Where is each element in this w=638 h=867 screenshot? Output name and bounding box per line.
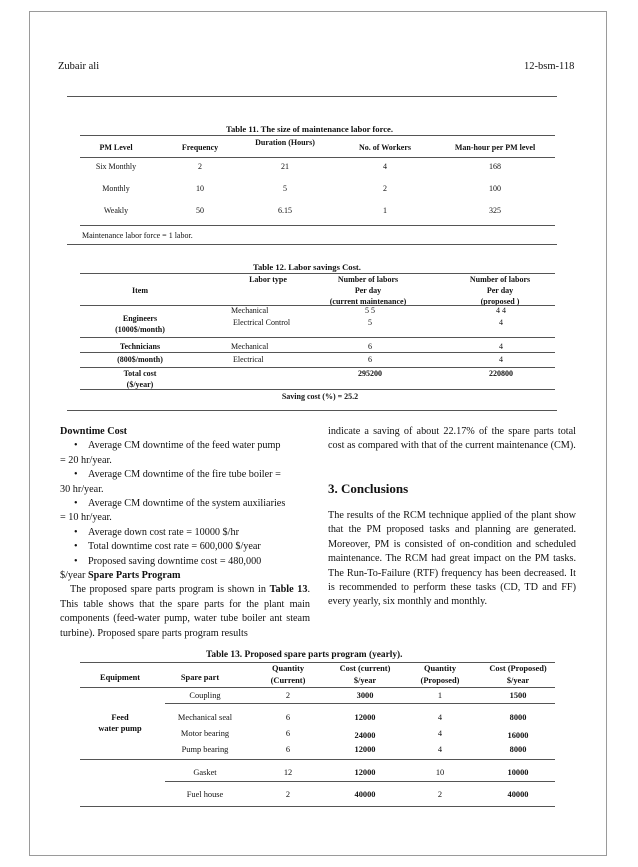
table-cell: Electrical Control [233, 318, 291, 327]
table-12-rule [80, 389, 555, 390]
table-12-engineers: Engineers [122, 314, 158, 323]
table-11-bottom-rule [80, 225, 555, 226]
downtime-cost-heading: Downtime Cost [60, 426, 128, 437]
bullet-text: $/year [60, 570, 86, 582]
table-cell: 6.15 [278, 206, 292, 215]
table-cell: 40000 [507, 790, 529, 799]
table-13-header: Spare part [180, 673, 220, 682]
table-12-header-current: Number of labors [337, 275, 399, 284]
table-cell: 40000 [354, 790, 376, 799]
table-cell: 6 [368, 342, 372, 351]
table-13-header: Cost (Proposed) [489, 664, 547, 673]
table-cell: Electrical [233, 355, 264, 364]
table-13-rule [165, 781, 555, 782]
table-cell: 50 [196, 206, 204, 215]
bullet-text: Average CM downtime of the fire tube boiler = [88, 469, 281, 481]
section-rule [67, 410, 557, 411]
document-id: 12-bsm-118 [524, 61, 575, 72]
table-cell: 4 [437, 729, 443, 738]
bullet-item: • Average down cost rate = 10000 $/hr [74, 526, 239, 538]
header-rule [67, 96, 557, 97]
table-13-header: $/year [353, 676, 377, 685]
table-cell: 2 [285, 691, 291, 700]
table-12-header-proposed: Per day [486, 286, 514, 295]
bullet-text: Average down cost rate = 10000 $/hr [88, 526, 239, 538]
table-cell: 4 [437, 713, 443, 722]
table-12-saving: Saving cost (%) = 25.2 [281, 392, 359, 401]
table-cell: 24000 [354, 731, 376, 740]
table-13-header-rule [80, 687, 555, 688]
conclusions-paragraph: The results of the RCM technique applied of the plant show that the PM proposed tasks and planning are generated. Moreover, PM is consisted of on-condition and scheduled maintenance. The RCM had great impact on the PM tasks. The Run-To-Failure (RTF) frequency has been decreased. It is recommended to perform these tasks (CD, TD and FF) every yearly, six monthly and monthly. [328, 510, 576, 608]
table-12-header-labor: Labor type [249, 275, 287, 284]
table-ref: Table [269, 584, 294, 596]
section-rule [67, 244, 557, 245]
table-cell: Six Monthly [95, 162, 137, 171]
bullet-item: • Total downtime cost rate = 600,000 $/year [74, 541, 261, 553]
table-cell: 6 [285, 713, 291, 722]
table-13-title: Table 13. Proposed spare parts program (yearly). [206, 650, 403, 660]
bullet-text: Average CM downtime of the feed water pump [88, 440, 281, 452]
table-12-rule [80, 352, 555, 353]
table-cell: 1 [437, 691, 443, 700]
table-13-equipment: water pump [98, 724, 142, 733]
table-cell: 12 [283, 768, 293, 777]
table-cell: 325 [489, 206, 501, 215]
table-13-rule [165, 703, 555, 704]
table-cell: 4 [383, 162, 387, 171]
table-13-header: (Proposed) [420, 676, 460, 685]
table-cell: 21 [281, 162, 289, 171]
bullet-item: • Average CM downtime of the system auxiliaries [74, 498, 286, 510]
bullet-item: • Proposed saving downtime cost = 480,000 [74, 555, 262, 567]
table-cell: Pump bearing [181, 745, 229, 754]
bullet-item: • Average CM downtime of the fire tube boiler = [74, 469, 281, 481]
table-cell: 4 [499, 318, 503, 327]
table-cell: 5 5 [365, 306, 375, 315]
table-cell: 4 [499, 355, 503, 364]
table-cell: 12000 [354, 713, 376, 722]
table-12-header-current: (current maintenance) [329, 297, 407, 306]
table-cell: 12000 [354, 768, 376, 777]
author-name: Zubair ali [58, 61, 100, 72]
table-12-total-current: 295200 [358, 369, 382, 378]
table-12-header-proposed: Number of labors [469, 275, 531, 284]
table-11-title: Table 11. The size of maintenance labor force. [226, 124, 394, 134]
table-cell: Gasket [193, 768, 217, 777]
table-12-title: Table 12. Labor savings Cost. [253, 262, 361, 272]
table-cell: Mechanical seal [177, 713, 233, 722]
table-cell: 10 [435, 768, 445, 777]
table-12-header-current: Per day [354, 286, 382, 295]
spare-parts-paragraph [60, 583, 310, 641]
table-cell: 3000 [356, 691, 374, 700]
table-cell: Weakly [103, 206, 129, 215]
para-text: . This table shows that the spare parts for the plant main components (feed-water pump, water tube boiler ant steam turbine). Proposed spare parts program results [60, 584, 311, 639]
table-12-header-item: Item [132, 286, 148, 295]
conclusions-heading: 3. Conclusions [328, 481, 409, 496]
table-13-equipment: Feed [111, 713, 129, 722]
bullet-continuation: 30 hr/year. [60, 483, 104, 495]
table-12-technicians-rate: (800$/month) [117, 355, 163, 364]
table-cell: Coupling [189, 691, 221, 700]
table-11-header: No. of Workers [358, 143, 412, 152]
table-13-header: (Current) [270, 676, 306, 685]
table-cell: Fuel house [186, 790, 224, 799]
table-12-rule [80, 337, 555, 338]
table-13-rule [80, 759, 555, 760]
table-13-bottom-rule [80, 806, 555, 807]
table-cell: Mechanical [231, 306, 269, 315]
table-cell: 4 [437, 745, 443, 754]
left-column [60, 425, 310, 641]
table-11-header-rule [80, 157, 555, 158]
table-13-header: $/year [506, 676, 530, 685]
table-11-top-rule [80, 135, 555, 136]
table-12-total-unit: ($/year) [126, 380, 154, 389]
table-cell: 8000 [509, 745, 527, 754]
table-cell: 4 [499, 342, 503, 351]
table-12-header-proposed: (proposed ) [480, 297, 520, 306]
bullet-continuation [60, 569, 310, 583]
bullet-text: Total downtime cost rate = 600,000 $/year [88, 541, 261, 553]
table-13-header: Quantity [423, 664, 457, 673]
table-cell: 2 [198, 162, 202, 171]
bullet-text: Proposed saving downtime cost = 480,000 [88, 555, 262, 567]
table-ref-number: 13 [297, 584, 308, 596]
table-cell: 2 [437, 790, 443, 799]
bullet-item: • Average CM downtime of the feed water pump [74, 440, 281, 452]
spare-parts-heading: Spare Parts Program [88, 570, 181, 582]
table-12-total-proposed: 220800 [489, 369, 513, 378]
table-cell: 12000 [354, 745, 376, 754]
table-11-header: Duration (Hours) [255, 138, 315, 147]
table-cell: 6 [368, 355, 372, 364]
table-cell: 168 [489, 162, 501, 171]
table-cell: 5 [368, 318, 372, 327]
table-cell: 8000 [509, 713, 527, 722]
table-12-engineers-rate: (1000$/month) [115, 325, 165, 334]
table-13-header: Cost (current) [339, 664, 391, 673]
table-cell: 4 4 [496, 306, 506, 315]
table-cell: 10000 [507, 768, 529, 777]
table-cell: 1 [383, 206, 387, 215]
table-cell: 6 [285, 745, 291, 754]
table-cell: 10 [196, 184, 204, 193]
right-column-intro: indicate a saving of about 22.17% of the spare parts total cost as compared with that of the current maintenance (CM). [328, 426, 576, 452]
table-cell: Motor bearing [180, 729, 230, 738]
table-cell: 2 [285, 790, 291, 799]
para-text: The proposed spare parts program is shown in [70, 584, 266, 596]
table-12-total: Total cost [123, 369, 157, 378]
table-11-header: Frequency [181, 143, 219, 152]
table-cell: 1500 [509, 691, 527, 700]
table-13-header: Equipment [99, 673, 141, 682]
table-12-technicians: Technicians [119, 342, 161, 351]
bullet-continuation: = 20 hr/year. [60, 454, 112, 466]
table-13-header: Quantity [271, 664, 305, 673]
table-cell: 16000 [507, 731, 529, 740]
table-cell: 5 [283, 184, 287, 193]
table-cell: Mechanical [231, 342, 269, 351]
table-11-header: PM Level [99, 143, 133, 152]
bullet-text: Average CM downtime of the system auxiliaries [88, 498, 286, 510]
table-cell: Monthly [102, 184, 130, 193]
table-11-header: Man-hour per PM level [454, 143, 536, 152]
table-11-note: Maintenance labor force = 1 labor. [82, 231, 193, 240]
bullet-continuation: = 10 hr/year. [60, 512, 112, 524]
table-cell: 100 [489, 184, 501, 193]
table-cell: 2 [383, 184, 387, 193]
table-cell: 6 [285, 729, 291, 738]
